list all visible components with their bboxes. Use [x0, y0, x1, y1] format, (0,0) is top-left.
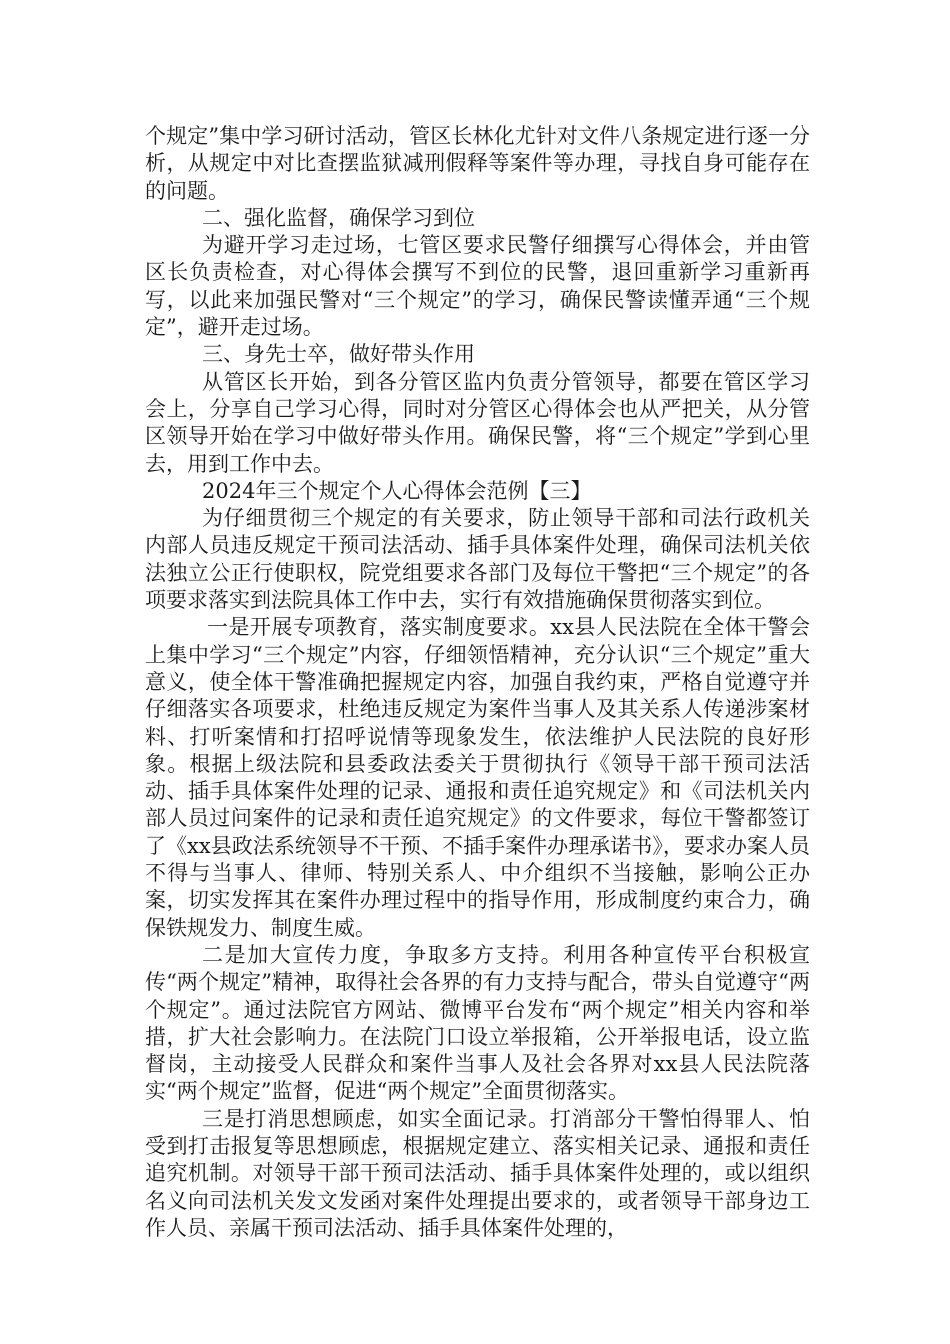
paragraph: 从管区长开始，到各分管区监内负责分管领导，都要在管区学习会上，分享自己学习心得，同时对分管区心得体会也从严把关，从分管区领导开始在学习中做好带头作用。确保民警，将“三个规定”学到心里去，用到工作中去。 — [145, 369, 810, 476]
paragraph-point-3: 三是打消思想顾虑，如实全面记录。打消部分干警怕得罪人、怕受到打击报复等思想顾虑，根据规定建立、落实相关记录、通报和责任追究机制。对领导干部干预司法活动、插手具体案件处理的，或以组织名义向司法机关发文发函对案件处理提出要求的，或者领导干部身边工作人员、亲属干预司法活动、插手具体案件处理的， — [145, 1106, 810, 1240]
paragraph: 为避开学习走过场，七管区要求民警仔细撰写心得体会，并由管区长负责检查，对心得体会撰写不到位的民警，退回重新学习重新再写，以此来加强民警对“三个规定”的学习，确保民警读懂弄通“三个规定”，避开走过场。 — [145, 233, 810, 340]
section-heading-3: 三、身先士卒，做好带头作用 — [202, 342, 475, 367]
paragraph-continuation: 个规定”集中学习研讨活动，管区长林化尤针对文件八条规定进行逐一分析，从规定中对比查摆监狱减刑假释等案件等办理，寻找自身可能存在的问题。 — [145, 124, 810, 203]
paragraph-point-2: 二是加大宣传力度，争取多方支持。利用各种宣传平台积极宣传“两个规定”精神，取得社会各界的有力支持与配合，带头自觉遵守“两个规定”。通过法院官方网站、微博平台发布“两个规定”相关内容和举措，扩大社会影响力。在法院门口设立举报箱，公开举报电话，设立监督岗，主动接受人民群众和案件当事人及社会各界对xx县人民法院落实“两个规定”监督，促进“两个规定”全面贯彻落实。 — [145, 942, 810, 1104]
paragraph-point-1: 一是开展专项教育，落实制度要求。xx县人民法院在全体干警会上集中学习“三个规定”内容，仔细领悟精神，充分认识“三个规定”重大意义，使全体干警准确把握规定内容，加强自我约束，严格自觉遵守并仔细落实各项要求，杜绝违反规定为案件当事人及其关系人传递涉案材料、打听案情和打招呼说情等现象发生，依法维护人民法院的良好形象。根据上级法院和县委政法委关于贯彻执行《领导干部干预司法活动、插手具体案件处理的记录、通报和责任追究规定》和《司法机关内部人员过问案件的记录和责任追究规定》的文件要求，每位干警都签订了《xx县政法系统领导不干预、不插手案件办理承诺书》，要求办案人员不得与当事人、律师、特别关系人、中介组织不当接触，影响公正办案，切实发挥其在案件办理过程中的指导作用，形成制度约束合力，确保铁规发力、制度生威。 — [145, 615, 810, 940]
example-title: 2024年三个规定个人心得体会范例【三】 — [202, 478, 592, 503]
paragraph: 为仔细贯彻三个规定的有关要求，防止领导干部和司法行政机关内部人员违反规定干预司法活动、插手具体案件处理，确保司法机关依法独立公正行使职权，院党组要求各部门及每位干警把“三个规定”的各项要求落实到法院具体工作中去，实行有效措施确保贯彻落实到位。 — [145, 506, 810, 613]
section-heading-2: 二、强化监督，确保学习到位 — [202, 205, 475, 230]
document-body — [145, 123, 810, 1242]
